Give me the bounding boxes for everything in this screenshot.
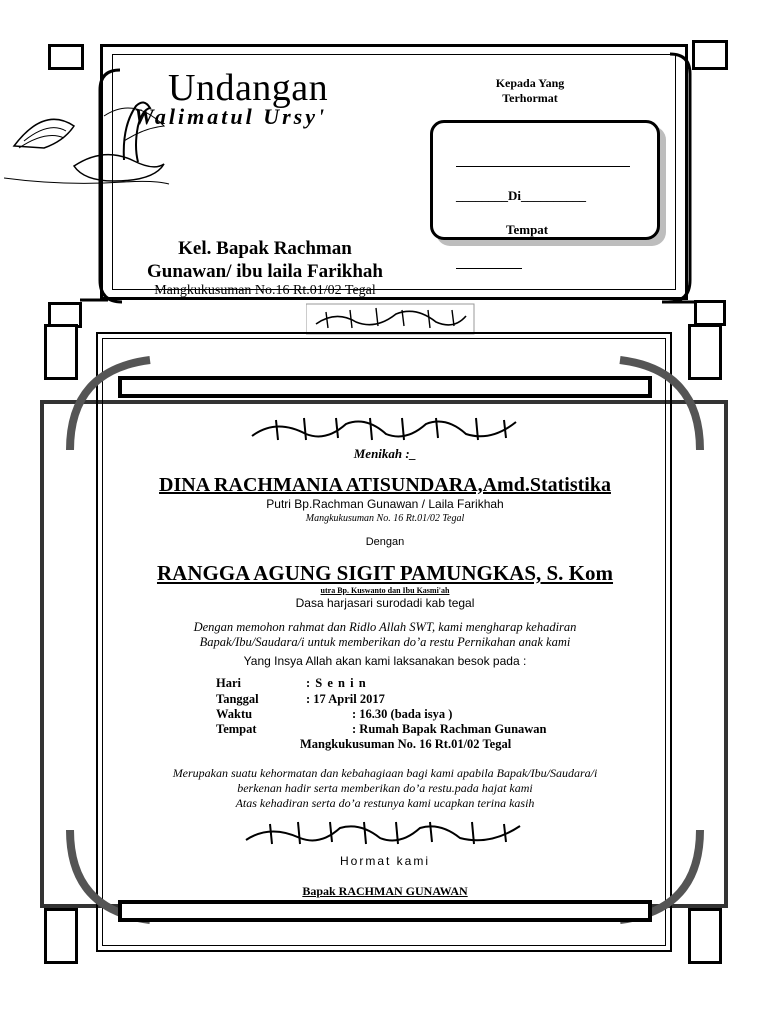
bride-parents: Putri Bp.Rachman Gunawan / Laila Farikhah bbox=[266, 497, 504, 511]
address-line-name bbox=[456, 166, 630, 167]
address-tempat-label: Tempat bbox=[506, 222, 549, 237]
closing-line1: Merupakan suatu kehormatan dan kebahagiaan bagi kami apabila Bapak/Ibu/Saudara/i bbox=[172, 766, 598, 780]
salam-calligraphy-top bbox=[246, 412, 526, 446]
sender-line1: Kel. Bapak Rachman bbox=[178, 238, 352, 259]
tanggal-label: Tanggal bbox=[216, 692, 259, 706]
sender-line2: Gunawan/ ibu laila Farikhah bbox=[147, 261, 383, 282]
tempat-address: Mangkukusuman No. 16 Rt.01/02 Tegal bbox=[300, 737, 512, 751]
bride-address: Mangkukusuman No. 16 Rt.01/02 Tegal bbox=[305, 513, 465, 524]
card-bottom-bar bbox=[118, 900, 652, 922]
closing-paragraph bbox=[90, 766, 680, 811]
request-line1: Dengan memohon rahmat dan Ridlo Allah SWT, kami mengharap kehadiran bbox=[193, 620, 577, 634]
closing-line2: berkenan hadir serta memberikan do’a restu.pada hajat kami bbox=[237, 781, 533, 795]
with-label: Dengan bbox=[365, 536, 405, 548]
sender-address: Mangkukusuman No.16 Rt.01/02 Tegal bbox=[154, 283, 376, 298]
regards-label: Hormat kami bbox=[339, 854, 430, 868]
waktu-label: Waktu bbox=[216, 707, 253, 721]
salam-calligraphy-bottom bbox=[240, 818, 530, 850]
address-line-place bbox=[456, 268, 522, 269]
signature-name: Bapak RACHMAN GUNAWAN bbox=[302, 884, 468, 898]
groom-address: Dasa harjasari surodadi kab tegal bbox=[295, 596, 475, 610]
hari-label: Hari bbox=[216, 676, 241, 690]
waktu-value: : 16.30 (bada isya ) bbox=[352, 707, 453, 721]
sender-name bbox=[120, 237, 410, 283]
bride-name: DINA RACHMANIA ATISUNDARA,Amd.Statistika bbox=[159, 474, 611, 496]
hari-value: : S e n i n bbox=[306, 676, 367, 690]
closing-line3: Atas kehadiran serta do’a restunya kami ucapkan terina kasih bbox=[235, 796, 535, 810]
request-paragraph bbox=[90, 620, 680, 650]
groom-parents: utra Bp. Kuswanto dan Ibu Kasmi'ah bbox=[320, 586, 450, 595]
request-line2: Bapak/Ibu/Saudara/i untuk memberikan do’a restu Pernikahan anak kami bbox=[199, 635, 571, 649]
swan-illustration bbox=[4, 86, 174, 186]
groom-name: RANGGA AGUNG SIGIT PAMUNGKAS, S. Kom bbox=[156, 561, 614, 585]
tempat-label: Tempat bbox=[216, 722, 257, 736]
request-line3: Yang Insya Allah akan kami laksanakan besok pada : bbox=[243, 654, 527, 668]
tanggal-value: : 17 April 2017 bbox=[306, 692, 385, 706]
card-top-bar bbox=[118, 376, 652, 398]
invitation-subtitle: Walimatul Ursy' bbox=[134, 104, 328, 129]
recipient-header-line1: Kepada Yang bbox=[495, 76, 565, 90]
address-di-label: ________Di__________ bbox=[456, 188, 586, 203]
bismillah-calligraphy bbox=[306, 300, 476, 336]
menikah-label: Menikah :_ bbox=[353, 446, 417, 461]
recipient-header-line2: Terhormat bbox=[502, 91, 558, 105]
recipient-header bbox=[470, 76, 590, 106]
corner-square-mid-right bbox=[694, 300, 726, 326]
invitation-title: Undangan bbox=[168, 67, 329, 109]
tempat-value: : Rumah Bapak Rachman Gunawan bbox=[352, 722, 547, 736]
